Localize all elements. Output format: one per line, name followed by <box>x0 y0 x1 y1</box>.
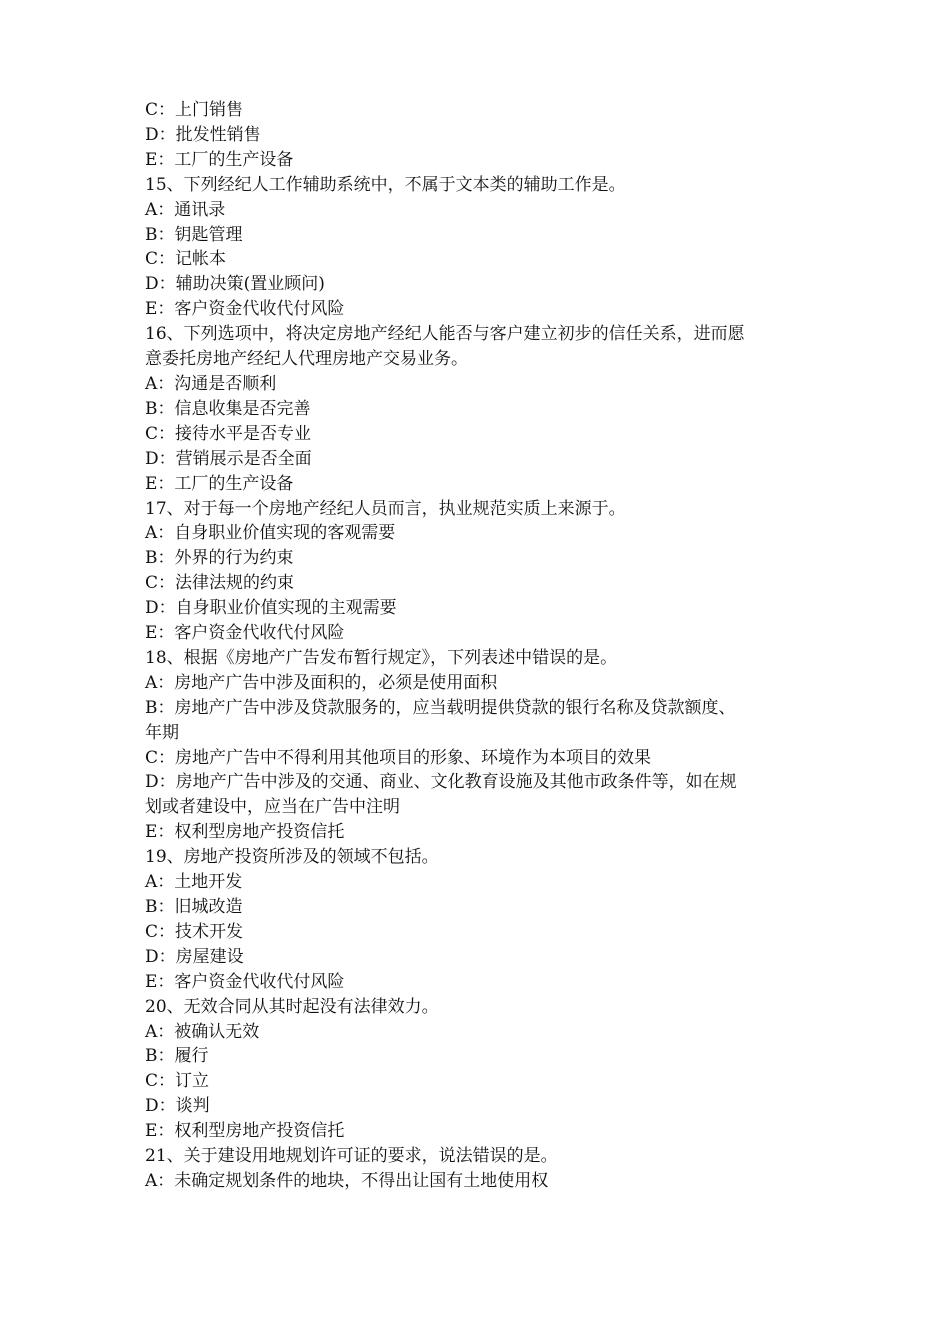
text-line: A：自身职业价值实现的客观需要 <box>145 523 396 544</box>
text-line: A：房地产广告中涉及面积的，必须是使用面积 <box>145 672 498 693</box>
document-page <box>145 98 820 1194</box>
text-line: B：信息收集是否完善 <box>145 398 311 419</box>
question-line: 20、无效合同从其时起没有法律效力。 <box>145 996 439 1017</box>
text-line: D：营销展示是否全面 <box>145 448 312 469</box>
text-line: D：房屋建设 <box>145 946 244 967</box>
text-line: C：技术开发 <box>145 921 244 942</box>
text-line: E：权利型房地产投资信托 <box>145 1121 345 1142</box>
text-line: E：客户资金代收代付风险 <box>145 623 345 644</box>
text-line: B：旧城改造 <box>145 897 243 917</box>
text-line: B：外界的行为约束 <box>145 548 294 569</box>
text-line: C：房地产广告中不得利用其他项目的形象、环境作为本项目的效果 <box>145 747 652 768</box>
text-line: E：工厂的生产设备 <box>145 149 294 170</box>
text-line: B：钥匙管理 <box>145 224 243 245</box>
text-line: 年期 <box>145 722 179 743</box>
text-line: B：房地产广告中涉及贷款服务的，应当载明提供贷款的银行名称及贷款额度、 <box>145 697 736 718</box>
text-line: C：记帐本 <box>145 249 227 270</box>
text-line: E：权利型房地产投资信托 <box>145 822 345 843</box>
text-line: D：房地产广告中涉及的交通、商业、文化教育设施及其他市政条件等，如在规 <box>145 772 737 793</box>
text-line: A：土地开发 <box>145 872 243 893</box>
text-line: E：客户资金代收代付风险 <box>145 971 345 992</box>
text-line: B：履行 <box>145 1046 209 1067</box>
text-line: A：沟通是否顺利 <box>145 373 277 394</box>
text-line: E：客户资金代收代付风险 <box>145 299 345 320</box>
text-line: 划或者建设中，应当在广告中注明 <box>145 797 400 818</box>
question-line: 17、对于每一个房地产经纪人员而言，执业规范实质上来源于。 <box>145 498 626 519</box>
text-line: D：辅助决策(置业顾问) <box>145 274 325 295</box>
question-line: 16、下列选项中，将决定房地产经纪人能否与客户建立初步的信任关系，进而愿 <box>145 324 745 345</box>
text-line: D：自身职业价值实现的主观需要 <box>145 598 397 619</box>
text-line: E：工厂的生产设备 <box>145 473 294 494</box>
text-line: C：法律法规的约束 <box>145 573 295 594</box>
question-line: 19、房地产投资所涉及的领域不包括。 <box>145 847 439 868</box>
question-line: 15、下列经纪人工作辅助系统中，不属于文本类的辅助工作是。 <box>145 174 626 195</box>
text-line: C：接待水平是否专业 <box>145 423 312 444</box>
text-line: C：上门销售 <box>145 100 244 120</box>
text-line: A：未确定规划条件的地块，不得出让国有土地使用权 <box>145 1170 549 1191</box>
text-line: A：通讯录 <box>145 199 226 220</box>
text-line: A：被确认无效 <box>145 1021 260 1042</box>
text-line: D：批发性销售 <box>145 124 261 145</box>
question-line: 21、关于建设用地规划许可证的要求，说法错误的是。 <box>145 1146 558 1167</box>
text-line: C：订立 <box>145 1071 210 1092</box>
question-line: 18、根据《房地产广告发布暂行规定》，下列表述中错误的是。 <box>145 647 618 668</box>
text-line: D：谈判 <box>145 1096 210 1117</box>
text-line: 意委托房地产经纪人代理房地产交易业务。 <box>145 349 468 370</box>
